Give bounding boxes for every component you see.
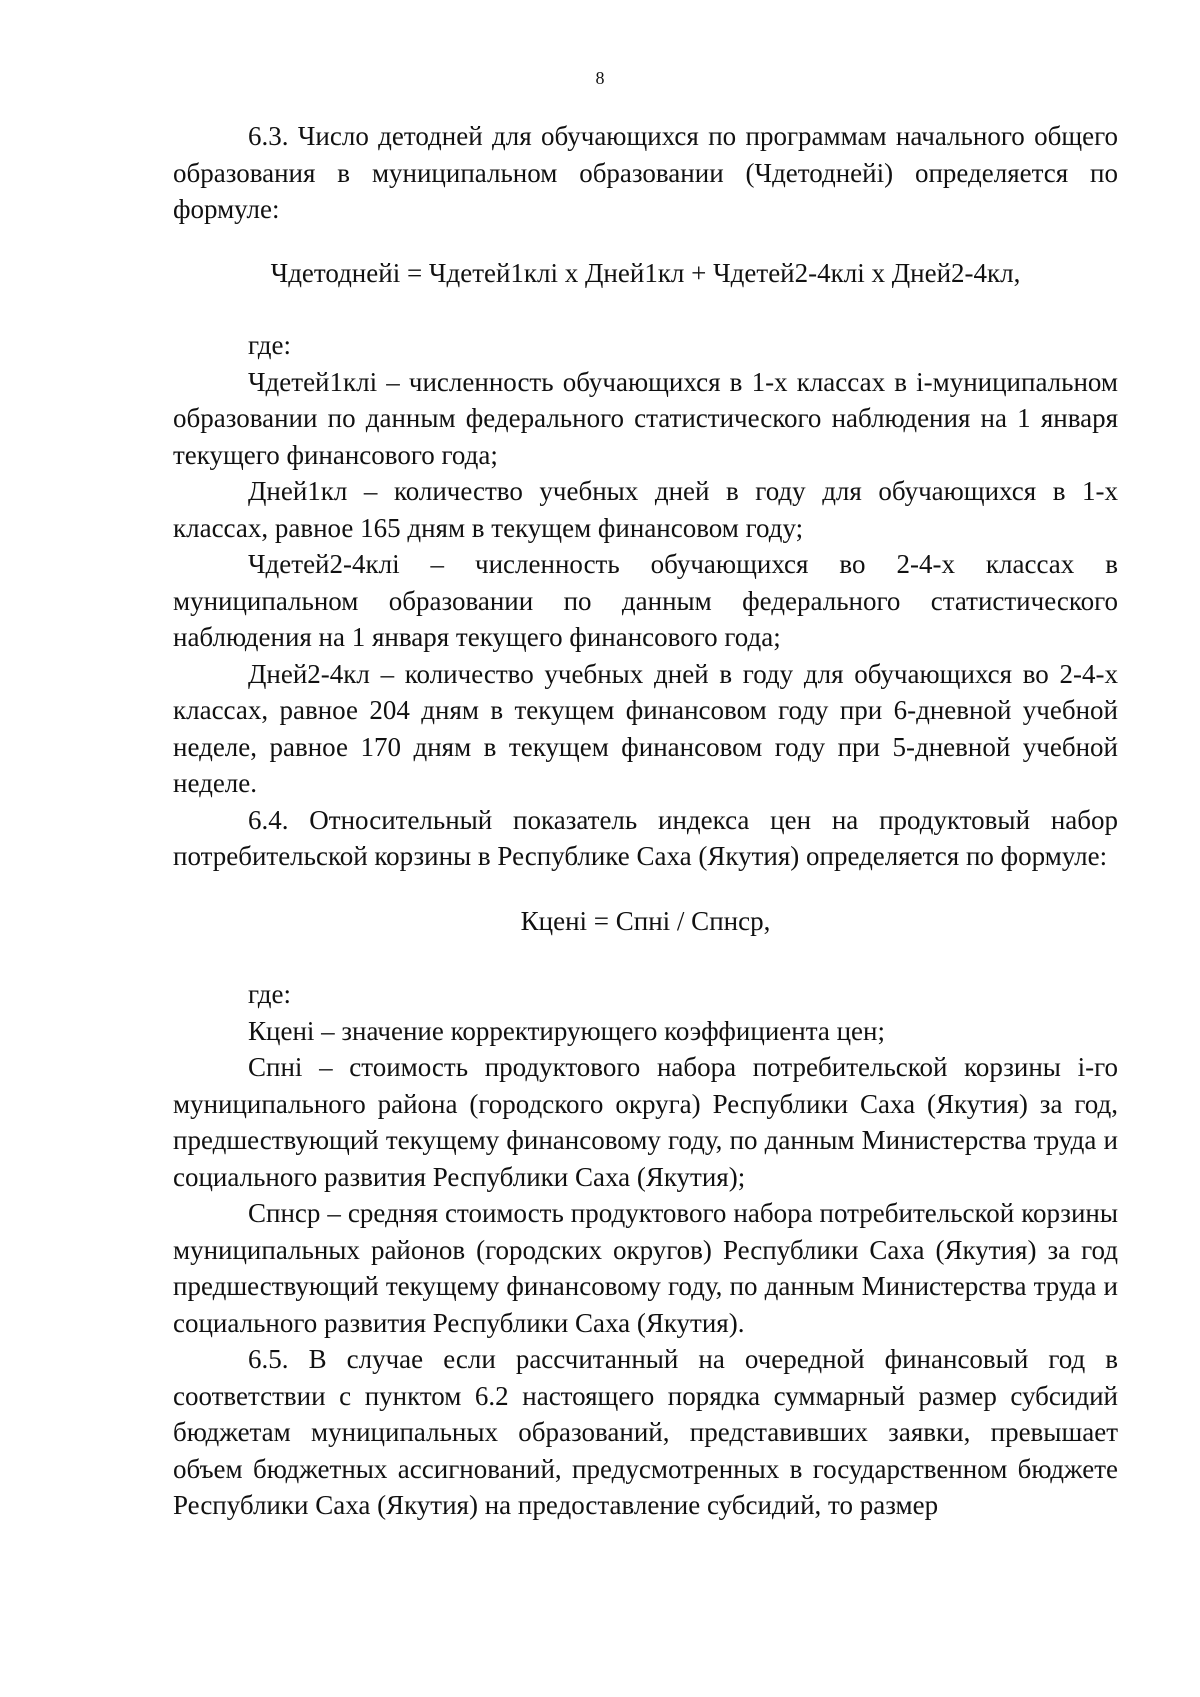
definition-item: Чдетей2-4клi – численность обучающихся во 2-4-х классах в муниципальном образовании по данным федерального статистического наблюдения на 1 января текущего финансового года; xyxy=(173,549,1118,652)
document-body xyxy=(173,118,1118,1524)
definition-item: Дней2-4кл – количество учебных дней в году для обучающихся во 2-4-х классах, равное 204 дням в текущем финансовом году при 6-дневной учебной неделе, равное 170 дням в текущем финансовом году при 5-дневной учебной неделе. xyxy=(173,658,1118,798)
definition-item: Дней1кл – количество учебных дней в году для обучающихся в 1-х классах, равное 165 дням в текущем финансовом году; xyxy=(173,476,1118,543)
paragraph-6-3: 6.3. Число детодней для обучающихся по программам начального общего образования в муниципальном образовании (Чдетоднейi) определяется по формуле: xyxy=(173,121,1118,224)
formula-price-index: Кценi = Спнi / Спнср, xyxy=(520,905,771,936)
paragraph-6-5: 6.5. В случае если рассчитанный на очередной финансовый год в соответствии с пунктом 6.2 настоящего порядка суммарный размер субсидий бюджетам муниципальных образований, представивших заявки, превышает объем бюджетных ассигнований, предусмотренных в государственном бюджете Республики Саха (Якутия) на предоставление субсидий, то размер xyxy=(173,1344,1118,1520)
paragraph-6-4: 6.4. Относительный показатель индекса цен на продуктовый набор потребительской корзины в Республике Саха (Якутия) определяется по формуле: xyxy=(173,804,1118,871)
formula-child-days: Чдетоднейi = Чдетей1клi x Дней1кл + Чдетей2-4клi x Дней2-4кл, xyxy=(270,257,1021,288)
definition-item: Спнср – средняя стоимость продуктового набора потребительской корзины муниципальных районов (городских округов) Республики Саха (Якутия) за год предшествующий текущему финансовому году, по данным Министерства труда и социального развития Республики Саха (Якутия). xyxy=(173,1198,1118,1338)
definition-item: Спнi – стоимость продуктового набора потребительской корзины i-го муниципального района (городского округа) Республики Саха (Якутия) за год, предшествующий текущему финансовому году, по данным Министерства труда и социального развития Республики Саха (Якутия); xyxy=(173,1052,1118,1192)
definition-item: Кценi – значение корректирующего коэффициента цен; xyxy=(248,1015,885,1046)
definition-item: Чдетей1клi – численность обучающихся в 1-х классах в i-муниципальном образовании по данным федерального статистического наблюдения на 1 января текущего финансового года; xyxy=(173,366,1118,470)
page-number: 8 xyxy=(595,68,605,88)
where-label: где: xyxy=(248,330,291,360)
where-label: где: xyxy=(248,979,291,1009)
